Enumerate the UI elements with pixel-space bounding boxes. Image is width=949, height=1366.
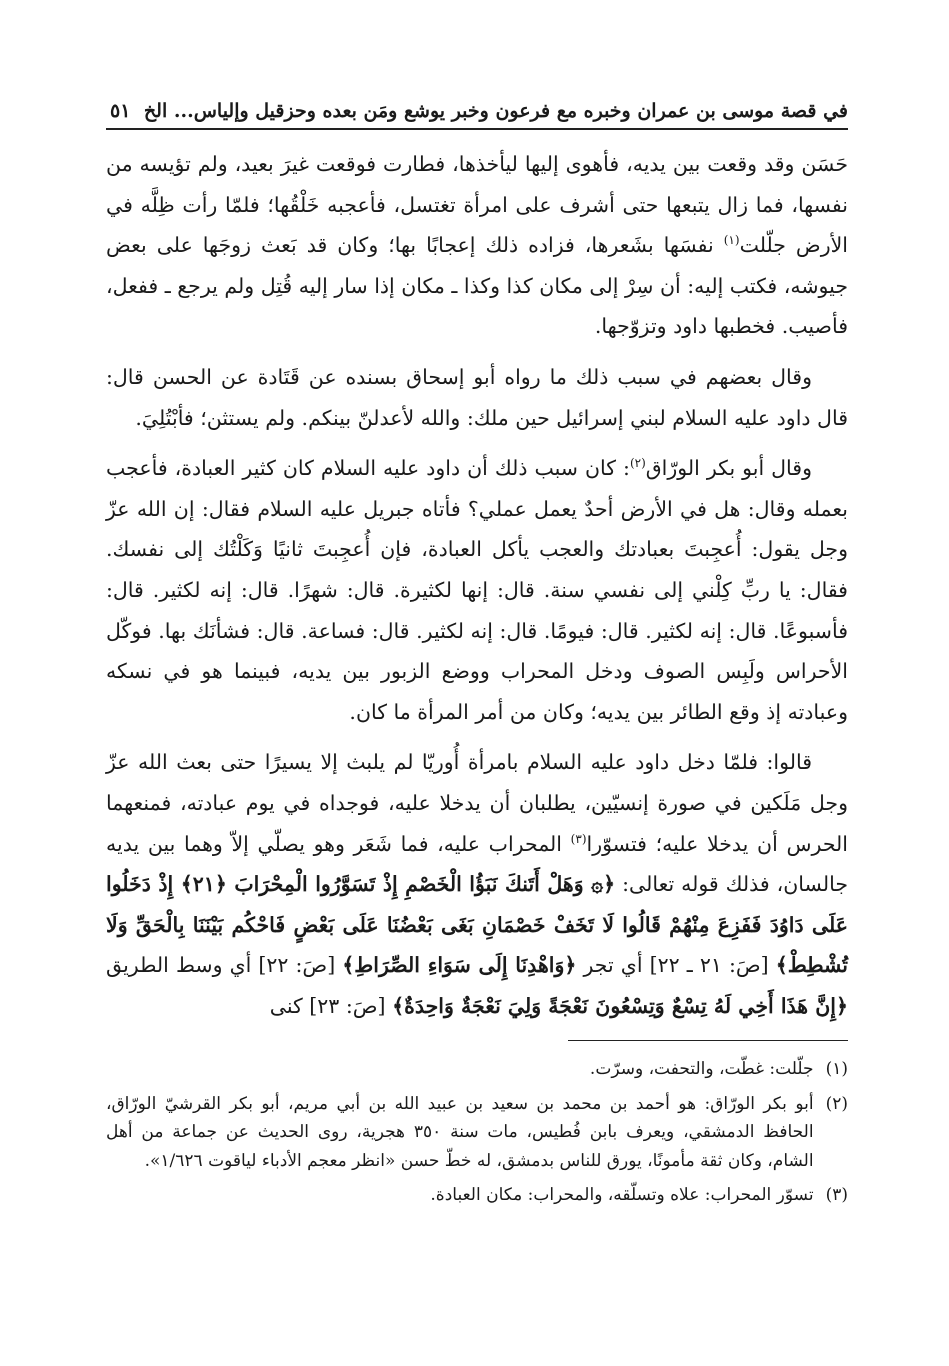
paragraph: وقال أبو بكر الورّاق$^{(٢)}$: كان سبب ذلك أن داود عليه السلام كان كثير العبادة، فأعجب بعمله وقال: هل في الأرض أحدٌ يعمل عملي؟ فأتاه جبريل عليه السلام فقال: إن الله عزّ وجل يقول: أُعجِبتَ بعبادتك والعجب يأكل العبادة، فإن أُعجِبتَ ثانيًا وَكَلْتُك إلى نفسك. فقال: يا ربِّ كِلْني إلى نفسي سنة. قال: إنها لكثيرة. قال: شهرًا. قال: إنه لكثير. قال: فأسبوعًا. قال: إنه لكثير. قال: فيومًا. قال: إنه لكثير. قال: فساعة. قال: فشأنَك بها. فوكّل الأحراس ولَبِس الصوف ودخل المحراب ووضع الزبور بين يديه، فبينما هو في نسكه وعبادته إذ وقع الطائر بين يديه؛ وكان من أمر المرأة ما كان.	[106, 456, 848, 724]
paragraph: وقال بعضهم في سبب ذلك ما رواه أبو إسحاق بسنده عن قَتَادة عن الحسن قال: قال داود عليه السلام لبني إسرائيل حين ملك: والله لأعدلنّ بينكم. ولم يستثن؛ فأبْتُلِيَ.	[106, 364, 848, 430]
footnote-number: (١)	[825, 1059, 848, 1080]
running-title: في قصة موسى بن عمران وخبره مع فرعون وخبر يوشع ومَن بعده وحزقيل وإلياس... الخ	[143, 100, 848, 122]
footnote-text: جلّلت: غطّت، والتحفت، وسرّت.	[589, 1059, 814, 1080]
quran-verse: ﴿إِنَّ هَذَا أَخِي لَهُ تِسْعٌ وَتِسْعُونَ نَعْجَةً وَلِيَ نَعْجَةٌ وَاحِدَةٌ﴾	[392, 993, 848, 1018]
footnote-reference: (٣)	[570, 831, 587, 846]
footnote	[106, 1055, 848, 1084]
footnotes	[106, 1055, 848, 1210]
footnote-number: (٢)	[825, 1093, 848, 1114]
book-page	[106, 86, 848, 1346]
quran-verse: ﴿وَاهْدِنَا إِلَى سَوَاءِ الصِّرَاطِ﴾	[342, 953, 577, 978]
main-text	[106, 144, 848, 1026]
paragraph: قالوا: فلمّا دخل داود عليه السلام بامرأة أُوريّا لم يلبث إلا يسيرًا حتى بعث الله عزّ وجل مَلَكين في صورة إنسيّين، يطلبان أن يدخلا عليه، فوجداه في يوم عبادته، فمنعهما الحرس أن يدخلا عليه؛ فتسوّرا$^{(٣)}$ المحراب عليه، فما شَعَر وهو يصلّي إلاّ وهما بين يديه جالسان، فذلك قوله تعالى: ﴿۞ وَهَلْ أَتَنكَ نَبَؤُا الْخَصْمِ إِذْ تَسَوَّرُوا الْمِحْرَابَ ﴿٢١﴾ إِذْ دَخَلُوا عَلَى دَاوُدَ فَفَزِعَ مِنْهُمْ قَالُوا لَا تَخَفْ خَصْمَانِ بَغَى بَعْضُنَا عَلَى بَعْضٍ فَاحْكُم بَيْنَنَا بِالْحَقِّ وَلَا تُشْطِطْ﴾ [صَ: ٢١ ـ ٢٢] أي تجر ﴿وَاهْدِنَا إِلَى سَوَاءِ الصِّرَاطِ﴾ [صَ: ٢٢] أي وسط الطريق ﴿إِنَّ هَذَا أَخِي لَهُ تِسْعٌ وَتِسْعُونَ نَعْجَةً وَلِيَ نَعْجَةٌ وَاحِدَةٌ﴾ [صَ: ٢٣] كنى	[106, 750, 849, 1018]
footnote-number: (٣)	[825, 1185, 848, 1206]
footnote	[106, 1181, 848, 1210]
page-number: ٥١	[110, 100, 131, 122]
footnote-reference: (٢)	[629, 456, 646, 471]
footnote-divider	[568, 1040, 848, 1041]
paragraph: حَسَن وقد وقعت بين يديه، فأهوى إليها ليأخذها، فطارت فوقعت غيرَ بعيد، ولم تؤيسه من نفسها، فما زال يتبعها حتى أشرف على امرأة تغتسل، فأعجبه خَلْقُها؛ فلمّا رأت ظِلَّه في الأرض جلّلت$^{(١)}$ نفسَها بشَعرها، فزاده ذلك إعجابًا بها؛ وكان قد بَعث زوجَها على بعض جيوشه، فكتب إليه: أن سِرْ إلى مكان كذا وكذا ـ مكان إذا سار إليه قُتِل ولم يرجع ـ ففعل، فأصيب. فخطبها داود وتزوّجها.	[106, 152, 849, 339]
quran-verse: ﴿۞ وَهَلْ أَتَنكَ نَبَؤُا الْخَصْمِ إِذْ تَسَوَّرُوا الْمِحْرَابَ ﴿٢١﴾ إِذْ دَخَلُوا عَلَى دَاوُدَ فَفَزِعَ مِنْهُمْ قَالُوا لَا تَخَفْ خَصْمَانِ بَغَى بَعْضُنَا عَلَى بَعْضٍ فَاحْكُم بَيْنَنَا بِالْحَقِّ وَلَا تُشْطِطْ﴾	[106, 872, 848, 978]
footnote-reference: (١)	[723, 233, 740, 248]
page-header	[106, 86, 848, 130]
footnote-text: أبو بكر الورّاق: هو أحمد بن محمد بن سعيد بن عبيد الله بن أبي مريم، أبو بكر القرشيّ الورّاق، الحافظ الدمشقي، ويعرف بابن فُطيس، مات سنة ٣٥٠ هجرية، روى الحديث عن جماعة من أهل الشام، وكان ثقة مأمونًا، يورق للناس بدمشق، له خطّ حسن «انظر معجم الأدباء لياقوت ١/٦٢٦».	[106, 1093, 814, 1171]
footnote	[106, 1090, 848, 1176]
footnote-text: تسوّر المحراب: علاه وتسلّقه، والمحراب: مكان العبادة.	[430, 1185, 814, 1206]
